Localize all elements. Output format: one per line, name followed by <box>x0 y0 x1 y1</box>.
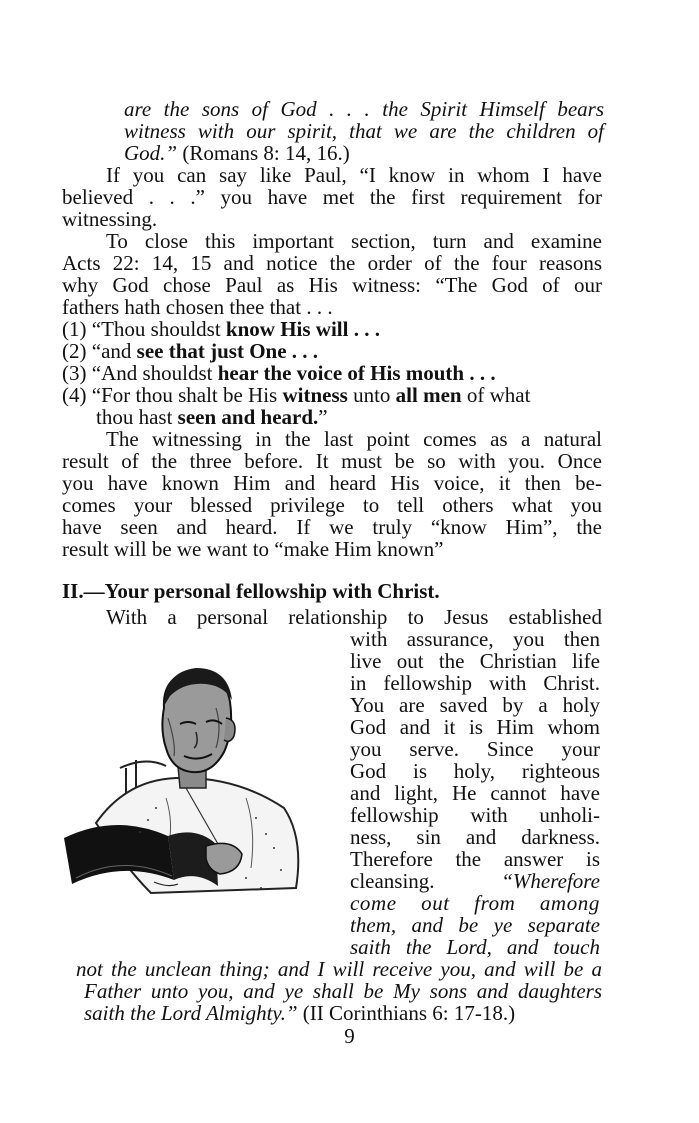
reason-text: “And shouldst <box>86 361 218 385</box>
reason-item <box>62 340 318 362</box>
quote-line <box>124 142 350 164</box>
paragraph-line: With a personal relationship to Jesus established <box>106 605 602 629</box>
reason-emphasis: know His will . . . <box>225 317 380 341</box>
paragraph-line: fathers hath chosen thee that . . . <box>62 295 333 319</box>
scripture-quote-line: Father unto you, and ye shall be My sons and daughters <box>84 979 602 1003</box>
paragraph-line: God is holy, righteous <box>350 759 600 783</box>
scripture-reference: (Romans 8: 14, 16.) <box>177 141 350 165</box>
quote-end: God.” <box>124 141 178 165</box>
reason-number: (1) <box>62 317 87 341</box>
paragraph-line: ness, sin and darkness. <box>350 825 600 849</box>
reason-item <box>62 318 380 340</box>
reason-number: (4) <box>62 383 87 407</box>
paragraph-line: you serve. Since your <box>350 737 600 761</box>
man-reading-book-illustration <box>56 648 346 918</box>
scripture-quote-line: them, and be ye separate <box>350 913 600 937</box>
quote-line: witness with our spirit, that we are the children of <box>124 119 604 143</box>
paragraph-line: why God chose Paul as His witness: “The God of our <box>62 273 602 297</box>
scripture-quote-line: come out from among <box>350 891 600 915</box>
paragraph-line <box>350 870 600 892</box>
paragraph-line: God and it is Him whom <box>350 715 600 739</box>
paragraph-line: believed . . .” you have met the first requirement for <box>62 185 602 209</box>
reason-text: unto <box>347 383 396 407</box>
reason-emphasis: hear the voice of His mouth . . . <box>217 361 496 385</box>
reason-item <box>62 384 530 406</box>
paragraph-line: witnessing. <box>62 207 158 231</box>
paragraph-line: have seen and heard. If we truly “know Him”, the <box>62 515 602 539</box>
paragraph-line: Therefore the answer is <box>350 847 600 871</box>
paragraph-line: result will be we want to “make Him known” <box>62 537 444 561</box>
paragraph-line: with assurance, you then <box>350 627 600 651</box>
reason-item <box>62 362 496 384</box>
page-number: 9 <box>344 1024 355 1048</box>
paragraph-line: live out the Christian life <box>350 649 600 673</box>
reason-number: (2) <box>62 339 87 363</box>
paragraph-line: you have known Him and heard His voice, it then be- <box>62 471 602 495</box>
scripture-quote: saith the Lord Almighty.” <box>84 1001 298 1025</box>
paragraph-line: comes your blessed privilege to tell others what you <box>62 493 602 517</box>
scripture-quote-line <box>84 1002 515 1024</box>
paragraph-line: fellowship with unholi- <box>350 803 600 827</box>
reason-emphasis: witness <box>282 383 348 407</box>
reason-text: “and <box>86 339 137 363</box>
reason-text: ” <box>318 405 328 429</box>
paragraph-line: result of the three before. It must be so with you. Once <box>62 449 602 473</box>
quote-line: are the sons of God . . . the Spirit Himself bears <box>124 97 604 121</box>
reason-emphasis: seen and heard. <box>177 405 319 429</box>
scripture-quote-line: not the unclean thing; and I will receive you, and will be a <box>76 957 602 981</box>
paragraph-line: If you can say like Paul, “I know in whom I have <box>106 163 602 187</box>
paragraph-line: in fellowship with Christ. <box>350 671 600 695</box>
scripture-quote-line: saith the Lord, and touch <box>350 935 600 959</box>
section-heading: II.—Your personal fellowship with Christ. <box>62 579 440 603</box>
paragraph-line: To close this important section, turn and examine <box>106 229 602 253</box>
paragraph-line: You are saved by a holy <box>350 693 600 717</box>
scripture-reference: (II Corinthians 6: 17-18.) <box>297 1001 516 1025</box>
reason-text: “For thou shalt be His <box>86 383 283 407</box>
paragraph-line: The witnessing in the last point comes as a natural <box>106 427 602 451</box>
reason-continuation <box>96 406 328 428</box>
reason-text: of what <box>461 383 531 407</box>
reason-emphasis: all men <box>395 383 462 407</box>
paragraph-line: and light, He cannot have <box>350 781 600 805</box>
reason-emphasis: see that just One . . . <box>136 339 319 363</box>
paragraph-line: Acts 22: 14, 15 and notice the order of the four reasons <box>62 251 602 275</box>
scripture-quote: “Wherefore <box>501 869 600 893</box>
reason-text: “Thou shouldst <box>86 317 226 341</box>
paragraph-text: cleansing. <box>350 869 435 893</box>
reason-number: (3) <box>62 361 87 385</box>
reason-text: thou hast <box>96 405 178 429</box>
